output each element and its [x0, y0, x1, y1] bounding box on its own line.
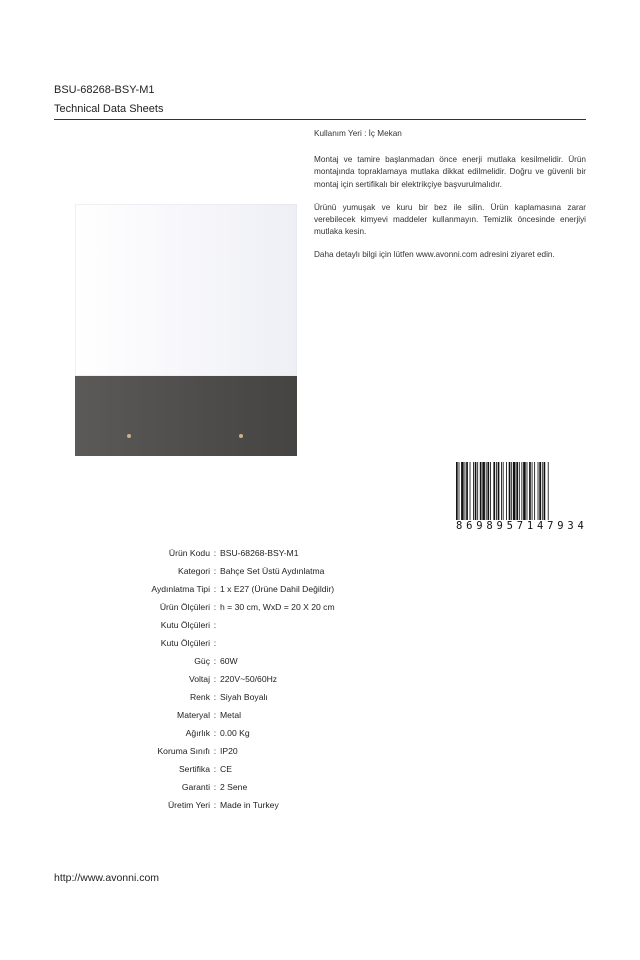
barcode-digits [456, 520, 584, 532]
spec-row [60, 598, 420, 616]
spec-colon: : [213, 656, 217, 666]
spec-colon: : [213, 764, 217, 774]
barcode-bar [506, 462, 507, 520]
barcode-bar [511, 462, 512, 520]
website-note: Daha detaylı bilgi için lütfen www.avonni.com adresini ziyaret edin. [314, 250, 555, 260]
barcode-bar [513, 462, 516, 520]
barcode-digit: 5 [506, 520, 513, 532]
barcode-digit: 3 [567, 520, 574, 532]
spec-row [60, 688, 420, 706]
spec-value: h = 30 cm, WxD = 20 X 20 cm [220, 602, 335, 612]
spec-label: Üretim Yeri [167, 800, 210, 810]
barcode-bar [493, 462, 495, 520]
spec-row [60, 634, 420, 652]
screw-right [239, 434, 243, 438]
spec-value: 220V~50/60Hz [220, 674, 278, 684]
spec-colon: : [213, 746, 217, 756]
barcode-digit: 4 [537, 520, 544, 532]
spec-row [60, 544, 420, 562]
barcode-bar [532, 462, 533, 520]
barcode-digit: 4 [577, 520, 584, 532]
spec-label: Voltaj [188, 674, 210, 684]
document-subtitle: Technical Data Sheets [54, 103, 586, 120]
spec-row [60, 580, 420, 598]
cleaning-note: Ürünü yumuşak ve kuru bir bez ile silin. Ürün kaplamasına zarar verebilecek kimyevi maddeler kullanmayın. Temizlik öncesinde enerjiyi mutlaka kesin. [314, 202, 586, 237]
spec-value: IP20 [220, 746, 238, 756]
barcode-bar [473, 462, 474, 520]
spec-label: Garanti [181, 782, 210, 792]
barcode-bar [461, 462, 464, 520]
spec-label: Kutu Ölçüleri [160, 620, 210, 630]
barcode-bar [519, 462, 520, 520]
product-code-title: BSU-68268-BSY-M1 [54, 84, 155, 96]
spec-colon: : [213, 584, 217, 594]
barcode-bar [487, 462, 489, 520]
spec-colon: : [213, 602, 217, 612]
spec-colon: : [213, 566, 217, 576]
barcode-digit: 7 [516, 520, 524, 532]
spec-label: Aydınlatma Tipi [151, 584, 210, 594]
barcode-bar [475, 462, 477, 520]
barcode-bar [538, 462, 539, 520]
barcode-bar [516, 462, 518, 520]
barcode-bar [527, 462, 528, 520]
usage-location: Kullanım Yeri : İç Mekan [314, 129, 402, 138]
spec-colon: : [213, 548, 217, 558]
spec-value: 2 Sene [220, 782, 248, 792]
spec-value: 1 x E27 (Ürüne Dahil Değildir) [220, 584, 335, 594]
spec-colon: : [213, 692, 217, 702]
barcode-bar [534, 462, 535, 520]
barcode-bar [509, 462, 511, 520]
barcode-bar [456, 462, 458, 520]
spec-colon: : [213, 710, 217, 720]
barcode-bar [480, 462, 482, 520]
barcode-bar [482, 462, 485, 520]
barcode-bar [470, 462, 471, 520]
barcode-bar [490, 462, 491, 520]
spec-label: Renk [189, 692, 210, 702]
spec-label: Kutu Ölçüleri [160, 638, 210, 648]
barcode-digit: 6 [466, 520, 473, 532]
spec-label: Ürün Ölçüleri [159, 602, 210, 612]
barcode-bar [523, 462, 526, 520]
spec-colon: : [213, 620, 217, 630]
spec-label: Ürün Kodu [168, 548, 210, 558]
spec-row [60, 706, 420, 724]
barcode-bars [456, 462, 584, 520]
screw-left [127, 434, 131, 438]
spec-value: Metal [220, 710, 242, 720]
safety-note: Montaj ve tamire başlanmadan önce enerji mutlaka kesilmelidir. Ürün montajında topraklamaya mutlaka dikkat edilmelidir. Doğru ve güvenli bir montaj için sertifikalı bir elektrikçiye başvurulmalıdır. [314, 155, 586, 189]
barcode-bar [503, 462, 504, 520]
spec-label: Sertifika [178, 764, 210, 774]
spec-row [60, 562, 420, 580]
info-panel [314, 128, 586, 273]
spec-row [60, 724, 420, 742]
barcode-bar [477, 462, 478, 520]
spec-value: Bahçe Set Üstü Aydınlatma [220, 566, 325, 576]
spec-label: Ağırlık [185, 728, 210, 738]
spec-colon: : [213, 782, 217, 792]
header [54, 84, 586, 120]
lamp-base [75, 376, 297, 456]
spec-row [60, 742, 420, 760]
spec-value: CE [220, 764, 232, 774]
barcode-bar [496, 462, 497, 520]
barcode-bar [529, 462, 531, 520]
spec-label: Koruma Sınıfı [157, 746, 210, 756]
spec-row [60, 796, 420, 814]
barcode-digit: 9 [496, 520, 503, 532]
spec-value: BSU-68268-BSY-M1 [220, 548, 299, 558]
spec-table [60, 544, 420, 814]
barcode-bar [548, 462, 549, 520]
lamp-shade [75, 204, 297, 376]
barcode-digit: 1 [526, 520, 534, 532]
barcode-bar [521, 462, 522, 520]
barcode-bar [459, 462, 460, 520]
spec-row [60, 778, 420, 796]
spec-value: Siyah Boyalı [220, 692, 268, 702]
spec-label: Materyal [177, 710, 210, 720]
barcode-bar [486, 462, 487, 520]
spec-value: 60W [220, 656, 238, 666]
barcode [456, 462, 584, 534]
spec-label: Kategori [177, 566, 210, 576]
barcode-bar [501, 462, 502, 520]
barcode-digit: 8 [486, 520, 493, 532]
spec-value: Made in Turkey [220, 800, 279, 810]
barcode-digit: 8 [456, 520, 463, 532]
spec-colon: : [213, 674, 217, 684]
spec-row [60, 616, 420, 634]
spec-row [60, 670, 420, 688]
product-image [75, 204, 297, 456]
barcode-digit: 9 [476, 520, 483, 532]
spec-value: 0.00 Kg [220, 728, 250, 738]
barcode-digit: 7 [547, 520, 554, 532]
spec-colon: : [213, 638, 217, 648]
footer-url: http://www.avonni.com [54, 872, 160, 884]
spec-colon: : [213, 728, 217, 738]
barcode-bar [498, 462, 500, 520]
spec-label: Güç [194, 656, 210, 666]
barcode-digit: 9 [557, 520, 564, 532]
barcode-bar [465, 462, 466, 520]
spec-row [60, 652, 420, 670]
barcode-bar [542, 462, 543, 520]
spec-row [60, 760, 420, 778]
barcode-bar [544, 462, 546, 520]
spec-colon: : [213, 800, 217, 810]
barcode-bar [539, 462, 541, 520]
barcode-bar [466, 462, 468, 520]
